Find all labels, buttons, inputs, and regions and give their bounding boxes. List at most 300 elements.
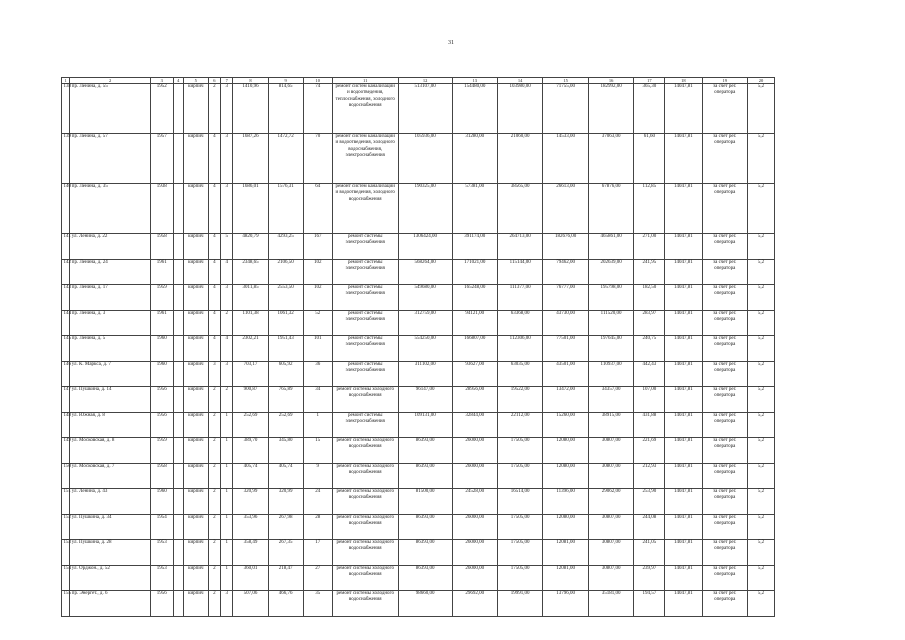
cost-part-3: 13472,00 xyxy=(543,387,588,413)
cost-part-3: 71755,00 xyxy=(543,84,588,134)
floors: 4 xyxy=(208,184,220,234)
funding-source: за счет рег. оператора xyxy=(702,134,747,184)
total-cost: 86393,00 xyxy=(398,463,452,489)
row-number: 142 xyxy=(62,259,70,285)
build-year: 1957 xyxy=(150,134,173,184)
living-area: 1061,32 xyxy=(268,310,303,336)
build-year: 1960 xyxy=(150,489,173,515)
address: пр. Ленина, д. 3 xyxy=(70,310,151,336)
row-number: 152 xyxy=(62,514,70,540)
wall-material: кирпич xyxy=(183,184,208,234)
table-row xyxy=(62,84,775,134)
entrances: 1 xyxy=(221,412,233,438)
row-number: 138 xyxy=(62,84,70,134)
cost-part-2: 264713,00 xyxy=(497,234,542,260)
row-number: 153 xyxy=(62,540,70,566)
floors: 2 xyxy=(208,412,220,438)
build-year: 1960 xyxy=(150,336,173,362)
address: пр. Ленина, д. 55 xyxy=(70,84,151,134)
column-number: 18 xyxy=(665,78,702,84)
entrances: 1 xyxy=(221,463,233,489)
wall-material: кирпич xyxy=(183,259,208,285)
funding-source: за счет рег. оператора xyxy=(702,234,747,260)
cost-part-2: 21060,00 xyxy=(497,134,542,184)
limit-cost: 14047,81 xyxy=(665,591,702,617)
work-type: ремонт систем канализации и водоотведения, теплоснабжения, холодного водоснабжения xyxy=(332,84,398,134)
column-number: 19 xyxy=(702,78,747,84)
funding-source: за счет рег. оператора xyxy=(702,565,747,591)
total-area: 2302,21 xyxy=(233,336,268,362)
cost-part-2: 103980,00 xyxy=(497,84,542,134)
cost-part-3: 12080,00 xyxy=(543,438,588,464)
term: 5,2 xyxy=(747,285,774,311)
cost-part-4: 35181,00 xyxy=(588,591,633,617)
residents: 102 xyxy=(303,259,332,285)
floors: 2 xyxy=(208,591,220,617)
residents: 74 xyxy=(303,84,332,134)
total-cost: 513107,00 xyxy=(398,84,452,134)
row-number: 140 xyxy=(62,184,70,234)
col-4 xyxy=(173,184,183,234)
unit-cost: 61,60 xyxy=(634,134,665,184)
cost-part-4: 110937,00 xyxy=(588,361,633,387)
table-row xyxy=(62,234,775,260)
work-type: ремонт системы холодного водоснабжения xyxy=(332,387,398,413)
total-area: 389,70 xyxy=(233,438,268,464)
term: 5,2 xyxy=(747,565,774,591)
term: 5,2 xyxy=(747,84,774,134)
cost-part-3: 13796,00 xyxy=(543,591,588,617)
work-type: ремонт системы холодного водоснабжения xyxy=(332,540,398,566)
address: пр. Ленина, д. 35 xyxy=(70,184,151,234)
entrances: 1 xyxy=(221,489,233,515)
term: 5,2 xyxy=(747,234,774,260)
living-area: 252,69 xyxy=(268,412,303,438)
funding-source: за счет рег. оператора xyxy=(702,387,747,413)
cost-part-2: 16514,00 xyxy=(497,489,542,515)
funding-source: за счет рег. оператора xyxy=(702,310,747,336)
floors: 2 xyxy=(208,463,220,489)
wall-material: кирпич xyxy=(183,514,208,540)
build-year: 1953 xyxy=(150,540,173,566)
build-year: 1956 xyxy=(150,591,173,617)
floors: 4 xyxy=(208,336,220,362)
cost-part-4: 30807,00 xyxy=(588,540,633,566)
address: пр. Ленина, д. 24 xyxy=(70,259,151,285)
unit-cost: 241,95 xyxy=(634,259,665,285)
floors: 4 xyxy=(208,234,220,260)
total-area: 703,17 xyxy=(233,361,268,387)
work-type: ремонт системы холодного водоснабжения xyxy=(332,514,398,540)
column-number: 17 xyxy=(634,78,665,84)
cost-part-1: 32844,00 xyxy=(452,412,497,438)
funding-source: за счет рег. оператора xyxy=(702,84,747,134)
cost-part-3: 76777,00 xyxy=(543,285,588,311)
cost-part-1: 93627,00 xyxy=(452,361,497,387)
floors: 2 xyxy=(208,84,220,134)
build-year: 1961 xyxy=(150,310,173,336)
wall-material: кирпич xyxy=(183,540,208,566)
work-type: ремонт системы электроснабжения xyxy=(332,234,398,260)
total-cost: 554250,00 xyxy=(398,336,452,362)
total-cost: 86393,00 xyxy=(398,438,452,464)
cost-part-3: 43730,00 xyxy=(543,310,588,336)
residents: 64 xyxy=(303,184,332,234)
residents: 167 xyxy=(303,234,332,260)
funding-source: за счет рег. оператора xyxy=(702,514,747,540)
cost-part-3: 26613,00 xyxy=(543,184,588,234)
term: 5,2 xyxy=(747,412,774,438)
cost-part-1: 26000,00 xyxy=(452,565,497,591)
row-number: 145 xyxy=(62,336,70,362)
total-cost: 311102,00 xyxy=(398,361,452,387)
table-row xyxy=(62,514,775,540)
total-area: 360,01 xyxy=(233,565,268,591)
table-row xyxy=(62,134,775,184)
cost-part-4: 30807,00 xyxy=(588,438,633,464)
living-area: 345,80 xyxy=(268,438,303,464)
funding-source: за счет рег. оператора xyxy=(702,412,747,438)
term: 5,2 xyxy=(747,310,774,336)
funding-source: за счет рег. оператора xyxy=(702,184,747,234)
funding-source: за счет рег. оператора xyxy=(702,361,747,387)
row-number: 144 xyxy=(62,310,70,336)
limit-cost: 14047,81 xyxy=(665,489,702,515)
floors: 4 xyxy=(208,259,220,285)
col-4 xyxy=(173,84,183,134)
entrances: 4 xyxy=(221,336,233,362)
table-row xyxy=(62,463,775,489)
wall-material: кирпич xyxy=(183,387,208,413)
column-number: 8 xyxy=(233,78,268,84)
cost-part-4: 30807,00 xyxy=(588,463,633,489)
entrances: 2 xyxy=(221,387,233,413)
total-cost: 109131,00 xyxy=(398,412,452,438)
cost-part-4: 34357,00 xyxy=(588,387,633,413)
entrances: 3 xyxy=(221,591,233,617)
cost-part-2: 63035,00 xyxy=(497,361,542,387)
address: пр. Энергет., д. 6 xyxy=(70,591,151,617)
col-4 xyxy=(173,285,183,311)
wall-material: кирпич xyxy=(183,310,208,336)
col-4 xyxy=(173,489,183,515)
limit-cost: 14047,81 xyxy=(665,285,702,311)
wall-material: кирпич xyxy=(183,134,208,184)
work-type: ремонт системы электроснабжения xyxy=(332,412,398,438)
wall-material: кирпич xyxy=(183,438,208,464)
living-area: 1472,72 xyxy=(268,134,303,184)
unit-cost: 182,50 xyxy=(634,285,665,311)
unit-cost: 442,43 xyxy=(634,361,665,387)
work-type: ремонт системы электроснабжения xyxy=(332,285,398,311)
term: 5,2 xyxy=(747,591,774,617)
cost-part-2: 63368,00 xyxy=(497,310,542,336)
total-area: 358,49 xyxy=(233,540,268,566)
column-number: 5 xyxy=(183,78,208,84)
cost-part-4: 197645,00 xyxy=(588,336,633,362)
cost-part-4: 195798,00 xyxy=(588,285,633,311)
cost-part-1: 171021,00 xyxy=(452,259,497,285)
address: пр. Ленина, д. 57 xyxy=(70,134,151,184)
cost-part-4: 67876,00 xyxy=(588,184,633,234)
cost-part-4: 30807,00 xyxy=(588,514,633,540)
address: ул. Пушкина, д. 14 xyxy=(70,387,151,413)
col-4 xyxy=(173,412,183,438)
total-area: 405,74 xyxy=(233,463,268,489)
total-cost: 105936,00 xyxy=(398,134,452,184)
total-cost: 549680,00 xyxy=(398,285,452,311)
cost-part-3: 12081,00 xyxy=(543,540,588,566)
entrances: 3 xyxy=(221,184,233,234)
cost-part-3: 12080,00 xyxy=(543,463,588,489)
limit-cost: 14047,81 xyxy=(665,514,702,540)
term: 5,2 xyxy=(747,463,774,489)
limit-cost: 14047,81 xyxy=(665,412,702,438)
cost-part-1: 26000,00 xyxy=(452,438,497,464)
address: ул. К. Маркса, д. 7 xyxy=(70,361,151,387)
unit-cost: 283,97 xyxy=(634,310,665,336)
table-row xyxy=(62,310,775,336)
funding-source: за счет рег. оператора xyxy=(702,489,747,515)
build-year: 1956 xyxy=(150,387,173,413)
floors: 4 xyxy=(208,285,220,311)
floors: 2 xyxy=(208,565,220,591)
column-number: 9 xyxy=(268,78,303,84)
work-type: ремонт системы электроснабжения xyxy=(332,361,398,387)
build-year: 1959 xyxy=(150,285,173,311)
table-row xyxy=(62,565,775,591)
row-number: 147 xyxy=(62,387,70,413)
page-number: 31 xyxy=(448,40,454,46)
funding-source: за счет рег. оператора xyxy=(702,591,747,617)
living-area: 1951,43 xyxy=(268,336,303,362)
limit-cost: 14047,81 xyxy=(665,184,702,234)
cost-part-4: 30807,00 xyxy=(588,565,633,591)
living-area: 218,47 xyxy=(268,565,303,591)
unit-cost: 112,85 xyxy=(634,184,665,234)
limit-cost: 14047,81 xyxy=(665,540,702,566)
living-area: 320,99 xyxy=(268,489,303,515)
total-area: 1101,38 xyxy=(233,310,268,336)
column-number: 10 xyxy=(303,78,332,84)
residents: 1 xyxy=(303,412,332,438)
residents: 70 xyxy=(303,134,332,184)
residents: 28 xyxy=(303,514,332,540)
address: пр. Ленина, д. 17 xyxy=(70,285,151,311)
funding-source: за счет рег. оператора xyxy=(702,540,747,566)
work-type: ремонт систем канализации и водоотведения, холодного водоснабжения, электроснабжения xyxy=(332,134,398,184)
wall-material: кирпич xyxy=(183,234,208,260)
cost-part-1: 166807,00 xyxy=(452,336,497,362)
address: ул. Пушкина, д. 28 xyxy=(70,540,151,566)
entrances: 1 xyxy=(221,514,233,540)
residents: 36 xyxy=(303,361,332,387)
limit-cost: 14047,81 xyxy=(665,361,702,387)
unit-cost: 107,00 xyxy=(634,387,665,413)
row-number: 149 xyxy=(62,438,70,464)
col-4 xyxy=(173,540,183,566)
column-number: 16 xyxy=(588,78,633,84)
address: ул. Орджон., д. 52 xyxy=(70,565,151,591)
row-number: 146 xyxy=(62,361,70,387)
cost-part-4: 465861,00 xyxy=(588,234,633,260)
funding-source: за счет рег. оператора xyxy=(702,336,747,362)
term: 5,2 xyxy=(747,259,774,285)
work-type: ремонт системы холодного водоснабжения xyxy=(332,489,398,515)
row-number: 151 xyxy=(62,489,70,515)
total-cost: 190325,00 xyxy=(398,184,452,234)
address: ул. Московская, д. 8 xyxy=(70,438,151,464)
table-row xyxy=(62,336,775,362)
term: 5,2 xyxy=(747,438,774,464)
cost-part-3: 182676,00 xyxy=(543,234,588,260)
entrances: 4 xyxy=(221,259,233,285)
address: ул. Ленина, д. 43 xyxy=(70,489,151,515)
build-year: 1961 xyxy=(150,259,173,285)
cost-part-3: 12081,00 xyxy=(543,565,588,591)
living-area: 405,74 xyxy=(268,463,303,489)
wall-material: кирпич xyxy=(183,463,208,489)
cost-part-4: 37063,00 xyxy=(588,134,633,184)
living-area: 267,35 xyxy=(268,540,303,566)
row-number: 141 xyxy=(62,234,70,260)
cost-part-2: 17505,00 xyxy=(497,540,542,566)
residents: 52 xyxy=(303,310,332,336)
table-row xyxy=(62,591,775,617)
total-area: 1410,96 xyxy=(233,84,268,134)
residents: 102 xyxy=(303,285,332,311)
unit-cost: 241,05 xyxy=(634,540,665,566)
wall-material: кирпич xyxy=(183,412,208,438)
row-number: 155 xyxy=(62,591,70,617)
total-area: 252,69 xyxy=(233,412,268,438)
cost-part-1: 31280,00 xyxy=(452,134,497,184)
work-type: ремонт системы холодного водоснабжения xyxy=(332,565,398,591)
entrances: 1 xyxy=(221,565,233,591)
address: ул. Ленина, д. 22 xyxy=(70,234,151,260)
funding-source: за счет рег. оператора xyxy=(702,438,747,464)
entrances: 3 xyxy=(221,285,233,311)
col-4 xyxy=(173,438,183,464)
residents: 101 xyxy=(303,336,332,362)
funding-source: за счет рег. оператора xyxy=(702,259,747,285)
column-number: 20 xyxy=(747,78,774,84)
cost-part-2: 17505,00 xyxy=(497,463,542,489)
total-cost: 568264,00 xyxy=(398,259,452,285)
entrances: 1 xyxy=(221,540,233,566)
entrances: 1 xyxy=(221,438,233,464)
cost-part-3: 14533,00 xyxy=(543,134,588,184)
floors: 3 xyxy=(208,361,220,387)
work-type: ремонт системы холодного водоснабжения xyxy=(332,463,398,489)
total-cost: 86393,00 xyxy=(398,565,452,591)
term: 5,2 xyxy=(747,361,774,387)
unit-cost: 253,90 xyxy=(634,489,665,515)
term: 5,2 xyxy=(747,387,774,413)
cost-part-3: 15260,00 xyxy=(543,412,588,438)
floors: 4 xyxy=(208,310,220,336)
cost-part-4: 38915,00 xyxy=(588,412,633,438)
cost-part-1: 165248,00 xyxy=(452,285,497,311)
unit-cost: 271,00 xyxy=(634,234,665,260)
column-number: 11 xyxy=(332,78,398,84)
term: 5,2 xyxy=(747,336,774,362)
cost-part-4: 202639,00 xyxy=(588,259,633,285)
unit-cost: 431,88 xyxy=(634,412,665,438)
work-type: ремонт системы электроснабжения xyxy=(332,259,398,285)
table-row xyxy=(62,412,775,438)
cost-part-1: 28956,00 xyxy=(452,387,497,413)
residents: 24 xyxy=(303,489,332,515)
cost-part-1: 26000,00 xyxy=(452,463,497,489)
unit-cost: 365,30 xyxy=(634,84,665,134)
table-row xyxy=(62,540,775,566)
unit-cost: 244,08 xyxy=(634,514,665,540)
cost-part-4: 182992,00 xyxy=(588,84,633,134)
cost-part-1: 154480,00 xyxy=(452,84,497,134)
cost-part-2: 22112,00 xyxy=(497,412,542,438)
residents: 34 xyxy=(303,387,332,413)
column-number: 4 xyxy=(173,78,183,84)
unit-cost: 240,75 xyxy=(634,336,665,362)
table-row xyxy=(62,387,775,413)
living-area: 605,92 xyxy=(268,361,303,387)
build-year: 1953 xyxy=(150,565,173,591)
total-cost: 98660,00 xyxy=(398,591,452,617)
work-type: ремонт системы электроснабжения xyxy=(332,310,398,336)
total-area: 320,99 xyxy=(233,489,268,515)
address: ул. Московская, д. 7 xyxy=(70,463,151,489)
wall-material: кирпич xyxy=(183,84,208,134)
limit-cost: 14047,81 xyxy=(665,259,702,285)
row-number: 143 xyxy=(62,285,70,311)
term: 5,2 xyxy=(747,514,774,540)
table-row xyxy=(62,489,775,515)
work-type: ремонт системы электроснабжения xyxy=(332,336,398,362)
col-4 xyxy=(173,565,183,591)
limit-cost: 14047,81 xyxy=(665,310,702,336)
table-row xyxy=(62,285,775,311)
col-4 xyxy=(173,234,183,260)
table-row xyxy=(62,184,775,234)
cost-part-1: 26000,00 xyxy=(452,514,497,540)
living-area: 2553,50 xyxy=(268,285,303,311)
cost-part-3: 11396,00 xyxy=(543,489,588,515)
build-year: 1956 xyxy=(150,412,173,438)
funding-source: за счет рег. оператора xyxy=(702,463,747,489)
cost-part-1: 391174,00 xyxy=(452,234,497,260)
wall-material: кирпич xyxy=(183,489,208,515)
cost-part-1: 94121,00 xyxy=(452,310,497,336)
floors: 2 xyxy=(208,489,220,515)
column-number: 2 xyxy=(70,78,151,84)
cost-part-2: 17505,00 xyxy=(497,514,542,540)
cost-part-2: 111377,00 xyxy=(497,285,542,311)
entrances: 3 xyxy=(221,84,233,134)
col-4 xyxy=(173,259,183,285)
term: 5,2 xyxy=(747,540,774,566)
work-type: ремонт системы холодного водоснабжения xyxy=(332,591,398,617)
cost-part-1: 29692,00 xyxy=(452,591,497,617)
limit-cost: 14047,81 xyxy=(665,134,702,184)
cost-part-2: 112306,00 xyxy=(497,336,542,362)
term: 5,2 xyxy=(747,184,774,234)
limit-cost: 14047,81 xyxy=(665,234,702,260)
wall-material: кирпич xyxy=(183,361,208,387)
col-4 xyxy=(173,591,183,617)
total-cost: 86393,00 xyxy=(398,514,452,540)
table-row xyxy=(62,438,775,464)
